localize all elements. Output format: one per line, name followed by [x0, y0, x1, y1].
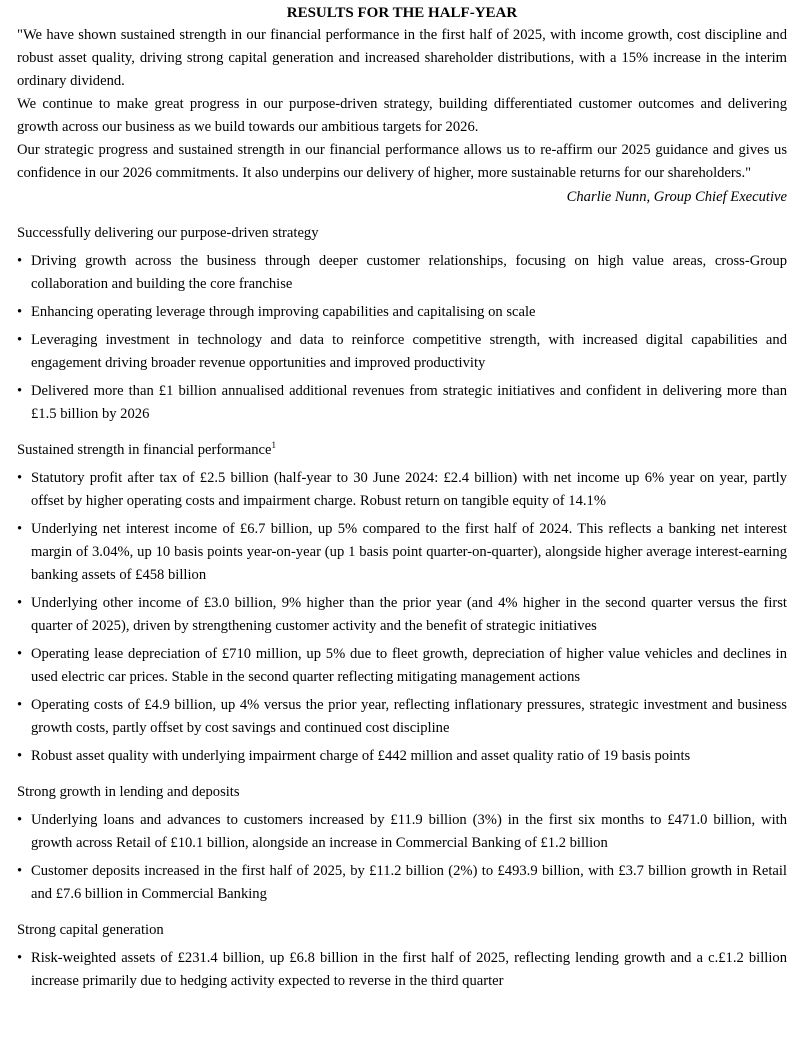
bullet-item — [17, 380, 787, 426]
bullet-item — [17, 518, 787, 587]
section-heading-text: Strong capital generation — [17, 922, 164, 938]
bullet-item — [17, 467, 787, 513]
section-heading-text: Sustained strength in financial performance — [17, 442, 272, 458]
section-heading — [17, 439, 787, 462]
bullet-item — [17, 301, 787, 324]
bullet-dot-icon: • — [17, 304, 23, 320]
bullet-text: Underlying net interest income of £6.7 billion, up 5% compared to the first half of 2024. This reflects a banking net interest margin of 3.04%, up 10 basis points year-on-year (up 1 basis point quarter-on-quarter), alongside higher average interest-earning banking assets of £458 billion — [31, 521, 787, 583]
section-heading — [17, 781, 787, 804]
bullet-list — [17, 947, 787, 993]
bullet-dot-icon: • — [17, 521, 23, 537]
sections-container — [17, 222, 787, 993]
section-heading-text: Strong growth in lending and deposits — [17, 784, 240, 800]
bullet-dot-icon: • — [17, 332, 23, 348]
bullet-dot-icon: • — [17, 748, 23, 764]
bullet-dot-icon: • — [17, 383, 23, 399]
bullet-item — [17, 947, 787, 993]
bullet-text: Underlying loans and advances to customers increased by £11.9 billion (3%) in the first six months to £471.0 billion, with growth across Retail of £10.1 billion, alongside an increase in Commercial Banking of £1.2 billion — [31, 812, 787, 851]
bullet-dot-icon: • — [17, 595, 23, 611]
bullet-text: Operating lease depreciation of £710 million, up 5% due to fleet growth, depreciation of higher value vehicles and declines in used electric car prices. Stable in the second quarter reflecting mitigating management actions — [31, 646, 787, 685]
quote-paragraph-3: Our strategic progress and sustained strength in our financial performance allows us to re-affirm our 2025 guidance and gives us confidence in our 2026 commitments. It also underpins our delivery of higher, more sustainable returns for our shareholders." — [17, 142, 787, 181]
bullet-text: Enhancing operating leverage through improving capabilities and capitalising on scale — [31, 304, 536, 320]
bullet-item — [17, 809, 787, 855]
section-heading-text: Successfully delivering our purpose-driven strategy — [17, 225, 319, 241]
section-heading — [17, 222, 787, 245]
quote-paragraph-1: "We have shown sustained strength in our financial performance in the first half of 2025, with income growth, cost discipline and robust asset quality, driving strong capital generation and increased shareholder distributions, with a 15% increase in the interim ordinary dividend. — [17, 27, 787, 89]
bullet-text: Risk-weighted assets of £231.4 billion, up £6.8 billion in the first half of 2025, reflecting lending growth and a c.£1.2 billion increase primarily due to hedging activity expected to reverse in the third quarter — [31, 950, 787, 989]
bullet-item — [17, 329, 787, 375]
footnote-marker: 1 — [271, 440, 276, 450]
bullet-text: Robust asset quality with underlying impairment charge of £442 million and asset quality ratio of 19 basis points — [31, 748, 691, 764]
bullet-text: Underlying other income of £3.0 billion, 9% higher than the prior year (and 4% higher in the second quarter versus the first quarter of 2025), driven by strengthening customer activity and the benefit of strategic initiatives — [31, 595, 787, 634]
bullet-text: Leveraging investment in technology and data to reinforce competitive strength, with increased digital capabilities and engagement driving broader revenue opportunities and improved productivity — [31, 332, 787, 371]
bullet-text: Delivered more than £1 billion annualised additional revenues from strategic initiatives and confident in delivering more than £1.5 billion by 2026 — [31, 383, 787, 422]
bullet-item — [17, 745, 787, 768]
bullet-item — [17, 694, 787, 740]
document-page — [17, 0, 787, 998]
bullet-text: Statutory profit after tax of £2.5 billion (half-year to 30 June 2024: £2.4 billion) with net income up 6% year on year, partly offset by higher operating costs and impairment charge. Robust return on tangible equity of 14.1% — [31, 470, 787, 509]
bullet-list — [17, 250, 787, 426]
quote-signature: Charlie Nunn, Group Chief Executive — [566, 189, 787, 205]
bullet-dot-icon: • — [17, 470, 23, 486]
bullet-list — [17, 467, 787, 768]
page-title: RESULTS FOR THE HALF-YEAR — [286, 5, 518, 21]
bullet-dot-icon: • — [17, 812, 23, 828]
bullet-dot-icon: • — [17, 863, 23, 879]
bullet-item — [17, 592, 787, 638]
quote-paragraph-2: We continue to make great progress in our purpose-driven strategy, building differentiated customer outcomes and delivering growth across our business as we build towards our ambitious targets for 2026. — [17, 96, 787, 135]
section-heading — [17, 919, 787, 942]
bullet-item — [17, 250, 787, 296]
bullet-list — [17, 809, 787, 906]
bullet-dot-icon: • — [17, 950, 23, 966]
bullet-text: Operating costs of £4.9 billion, up 4% versus the prior year, reflecting inflationary pressures, strategic investment and business growth costs, partly offset by cost savings and continued cost discipline — [31, 697, 787, 736]
bullet-text: Customer deposits increased in the first half of 2025, by £11.2 billion (2%) to £493.9 billion, with £3.7 billion growth in Retail and £7.6 billion in Commercial Banking — [31, 863, 787, 902]
bullet-text: Driving growth across the business through deeper customer relationships, focusing on high value areas, cross-Group collaboration and building the core franchise — [31, 253, 787, 292]
bullet-dot-icon: • — [17, 697, 23, 713]
bullet-dot-icon: • — [17, 646, 23, 662]
bullet-dot-icon: • — [17, 253, 23, 269]
bullet-item — [17, 860, 787, 906]
bullet-item — [17, 643, 787, 689]
